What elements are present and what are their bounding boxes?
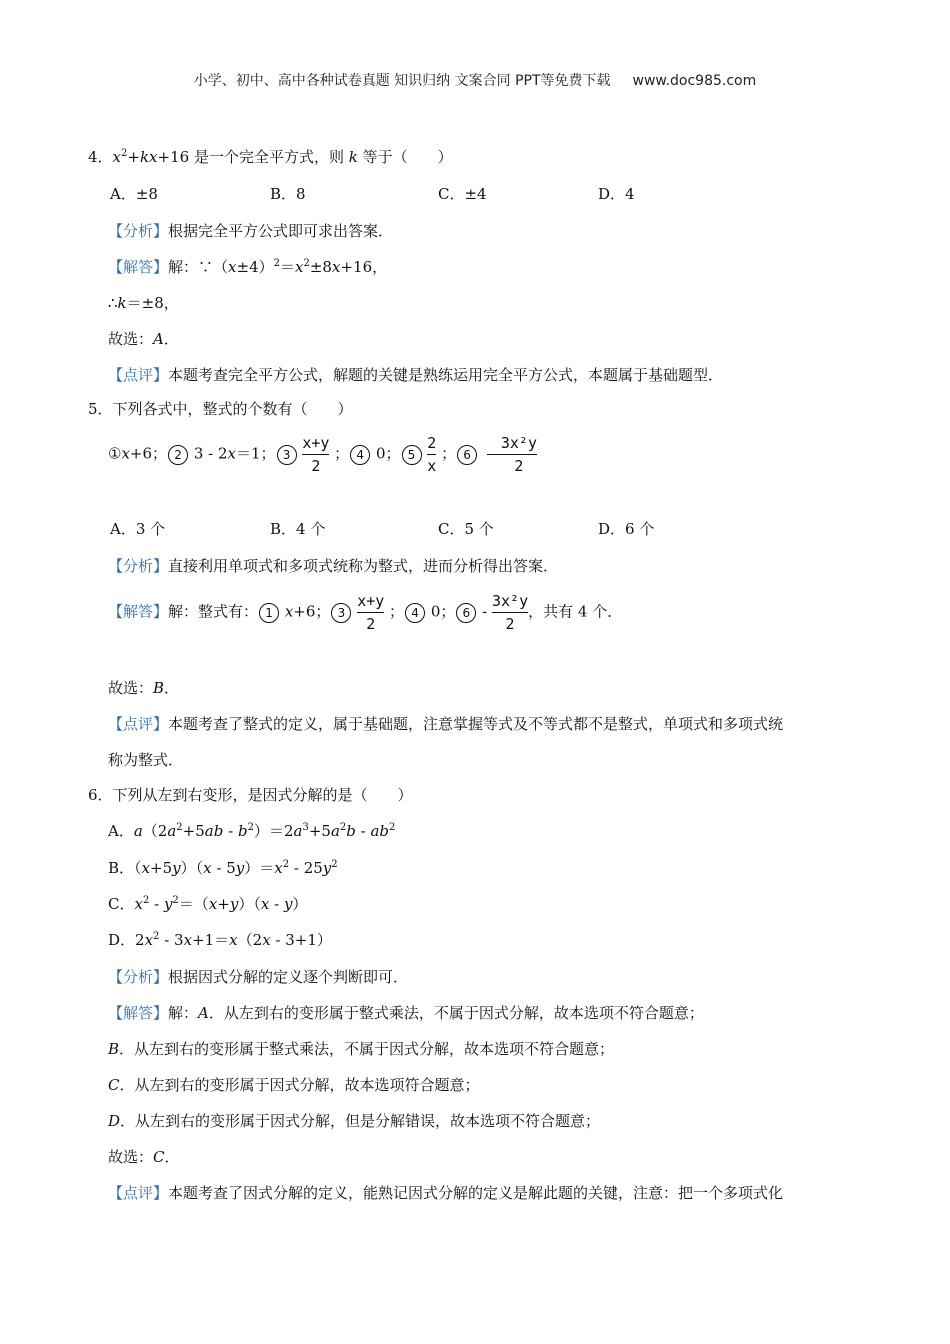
q6-answer-a: 【解答】解：A．从左到右的变形属于整式乘法，不属于因式分解，故本选项不符合题意； <box>108 1004 704 1022</box>
q5-comment-line2: 称为整式． <box>108 751 184 769</box>
q5-answer: 【解答】解：整式有： 1 x+6； 3 $\frac{x+y}{2}$ ； 4 0； 6 - $\frac{\text{3x²y}}{2}$ ，共有 4 个． <box>108 592 623 633</box>
q4-comment: 【点评】本题考查完全平方公式，解题的关键是熟练运用完全平方公式，本题属于基础题型． <box>108 366 724 384</box>
q4-stem: 4．$x^2+kx+16$ 是一个完全平方式，则 k 等于（ ） <box>88 148 453 166</box>
q5-frac-3: $\frac{x+y}{2}$ <box>302 434 330 475</box>
q5-option-a: A．3 个 <box>110 520 166 538</box>
q6-option-b: B．$(x+5y)(x - 5y)=x^2 - 25y^2$ <box>108 859 338 877</box>
q5-choose: 故选：B． <box>108 679 180 697</box>
q5-items: ①x+6； 2 3 - 2x＝1； 3 $\frac{x+y}{2}$ ； 4 0； 5 $\frac{2}{x}$ ； 6 $\frac{\text{3x²y}}{2}$ <box>108 434 537 475</box>
q5-comment: 【点评】本题考查了整式的定义，属于基础题，注意掌握等式及不等式都不是整式，单项式和多项式统 <box>108 715 784 733</box>
q6-option-a: A．$a(2a^2+5ab - b^2)=2a^3+5a^2b - ab^2$ <box>108 822 396 840</box>
q5-frac-6: $\frac{\text{3x²y}}{2}$ <box>501 434 537 475</box>
header-site[interactable]: www.doc985.com <box>632 73 757 89</box>
q6-option-c: C．$x^2 - y^2=(x+y)(x - y)$ <box>108 895 308 913</box>
q4-answer: 【解答】解：$\because(x\pm 4)^2=x^2\pm 8x+16$， <box>108 258 388 276</box>
q6-stem: 6．下列从左到右变形，是因式分解的是（ ） <box>88 786 413 804</box>
header-text: 小学、初中、高中各种试卷真题 知识归纳 文案合同 PPT等免费下载 <box>193 73 611 89</box>
q5-answer-frac-6: $\frac{\text{3x²y}}{2}$ <box>491 592 529 633</box>
q5-option-c: C．5 个 <box>438 520 494 538</box>
q5-option-d: D．6 个 <box>598 520 655 538</box>
q4-option-c: C．±4 <box>438 185 487 203</box>
q4-option-a: A．±8 <box>110 185 158 203</box>
q6-option-d: D．$2x^2 - 3x+1=x(2x - 3+1)$ <box>108 931 332 949</box>
q4-choose: 故选：A． <box>108 330 179 348</box>
q4-option-d: D．4 <box>598 185 635 203</box>
q4-option-b: B．8 <box>270 185 306 203</box>
q6-choose: 故选：C． <box>108 1148 180 1166</box>
q6-answer-c: C．从左到右的变形属于因式分解，故本选项符合题意； <box>108 1076 480 1094</box>
q5-stem: 5．下列各式中，整式的个数有（ ） <box>88 400 353 418</box>
q4-answer-line2: ∴k＝±8， <box>108 294 179 312</box>
q4-analysis: 【分析】根据完全平方公式即可求出答案． <box>108 222 394 240</box>
q6-answer-d: D．从左到右的变形属于因式分解，但是分解错误，故本选项不符合题意； <box>108 1112 601 1130</box>
page-header <box>0 70 950 90</box>
q5-analysis: 【分析】直接利用单项式和多项式统称为整式，进而分析得出答案． <box>108 557 559 575</box>
q6-analysis: 【分析】根据因式分解的定义逐个判断即可． <box>108 968 409 986</box>
q5-frac-5: $\frac{2}{x}$ <box>427 434 437 475</box>
q6-comment: 【点评】本题考查了因式分解的定义，能熟记因式分解的定义是解此题的关键，注意：把一个多项式化 <box>108 1184 784 1202</box>
q5-answer-frac-3: $\frac{x+y}{2}$ <box>357 592 385 633</box>
q5-option-b: B．4 个 <box>270 520 326 538</box>
q6-answer-b: B．从左到右的变形属于整式乘法，不属于因式分解，故本选项不符合题意； <box>108 1040 615 1058</box>
